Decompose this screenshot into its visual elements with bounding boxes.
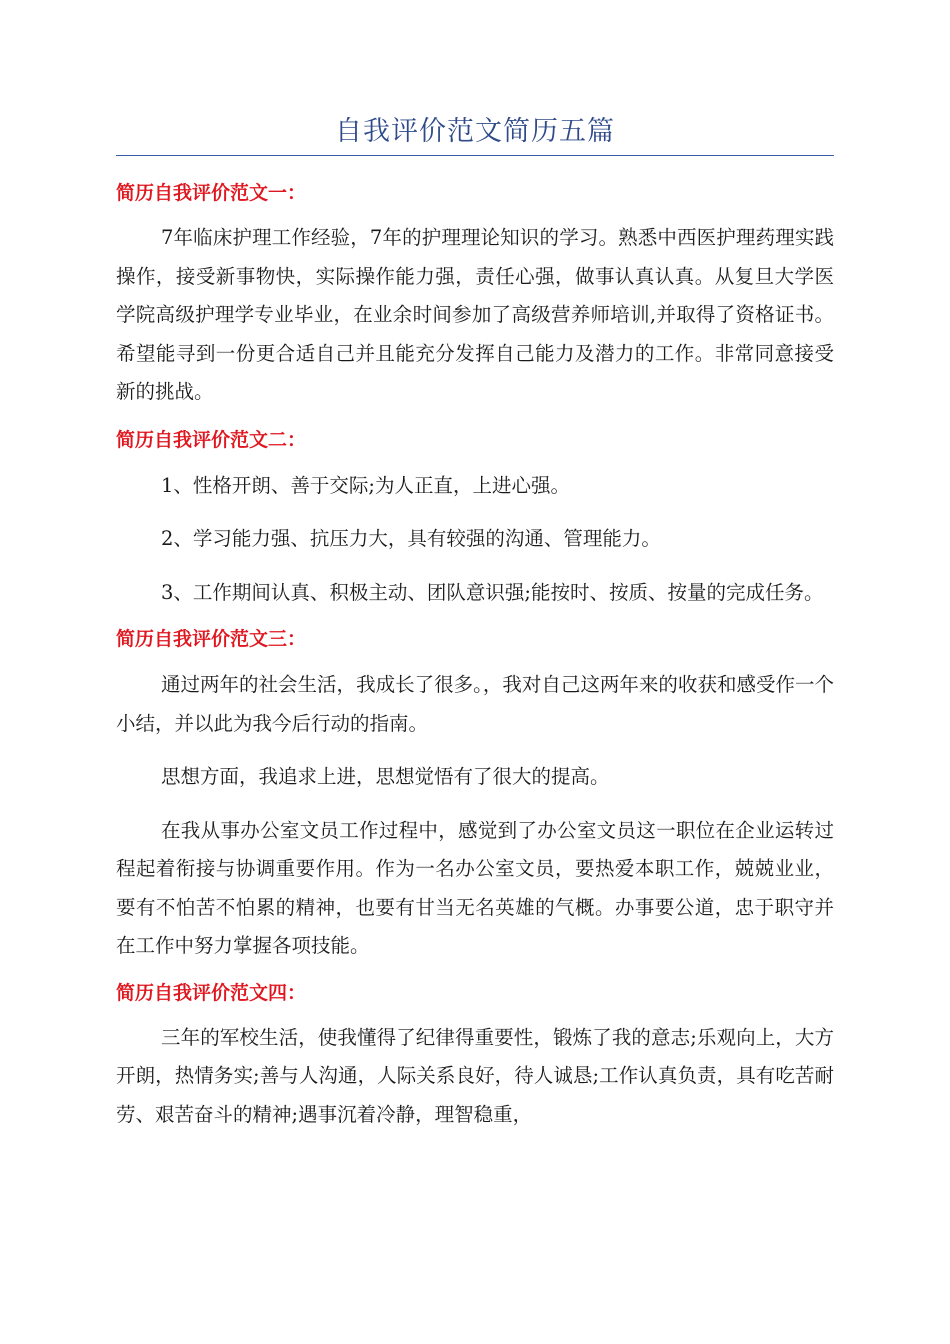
document-page <box>116 112 834 1134</box>
section-heading: 简历自我评价范文一： <box>116 182 307 204</box>
section-1 <box>116 178 834 412</box>
list-item: 3、工作期间认真、积极主动、团队意识强;能按时、按质、按量的完成任务。 <box>161 580 824 604</box>
section-heading: 简历自我评价范文二： <box>116 428 307 451</box>
paragraph: 通过两年的社会生活，我成长了很多。，我对自己这两年来的收获和感受作一个小结，并以此为我今后行动的指南。 <box>116 673 834 735</box>
section-4 <box>116 978 834 1135</box>
section-heading: 简历自我评价范文四： <box>116 981 307 1004</box>
list-item: 2、学习能力强、抗压力大，具有较强的沟通、管理能力。 <box>161 527 661 550</box>
paragraph: 三年的军校生活，使我懂得了纪律得重要性，锻炼了我的意志;乐观向上，大方开朗，热情务实;善与人沟通，人际关系良好，待人诚恳;工作认真负责，具有吃苦耐劳、艰苦奋斗的精神;遇事沉着冷静，理智稳重， <box>116 1025 834 1126</box>
section-2 <box>116 425 834 613</box>
paragraph: 思想方面，我追求上进，思想觉悟有了很大的提高。 <box>161 765 610 788</box>
section-3 <box>116 624 834 966</box>
paragraph: 在我从事办公室文员工作过程中，感觉到了办公室文员这一职位在企业运转过程起着衔接与协调重要作用。作为一名办公室文员，要热爱本职工作，兢兢业业，要有不怕苦不怕累的精神，也要有甘当无名英雄的气概。办事要公道，忠于职守并在工作中努力掌握各项技能。 <box>116 818 834 957</box>
title-divider <box>116 155 834 156</box>
paragraph: 7年临床护理工作经验，7年的护理理论知识的学习。熟悉中西医护理药理实践操作，接受新事物快，实际操作能力强，责任心强，做事认真认真。从复旦大学医学院高级护理学专业毕业，在业余时间参加了高级营养师培训,并取得了资格证书。希望能寻到一份更合适自己并且能充分发挥自己能力及潜力的工作。非常同意接受新的挑战。 <box>116 226 834 403</box>
list-item: 1、性格开朗、善于交际;为人正直，上进心强。 <box>161 473 570 497</box>
section-heading: 简历自我评价范文三： <box>116 628 307 650</box>
document-title: 自我评价范文简历五篇 <box>335 116 615 147</box>
